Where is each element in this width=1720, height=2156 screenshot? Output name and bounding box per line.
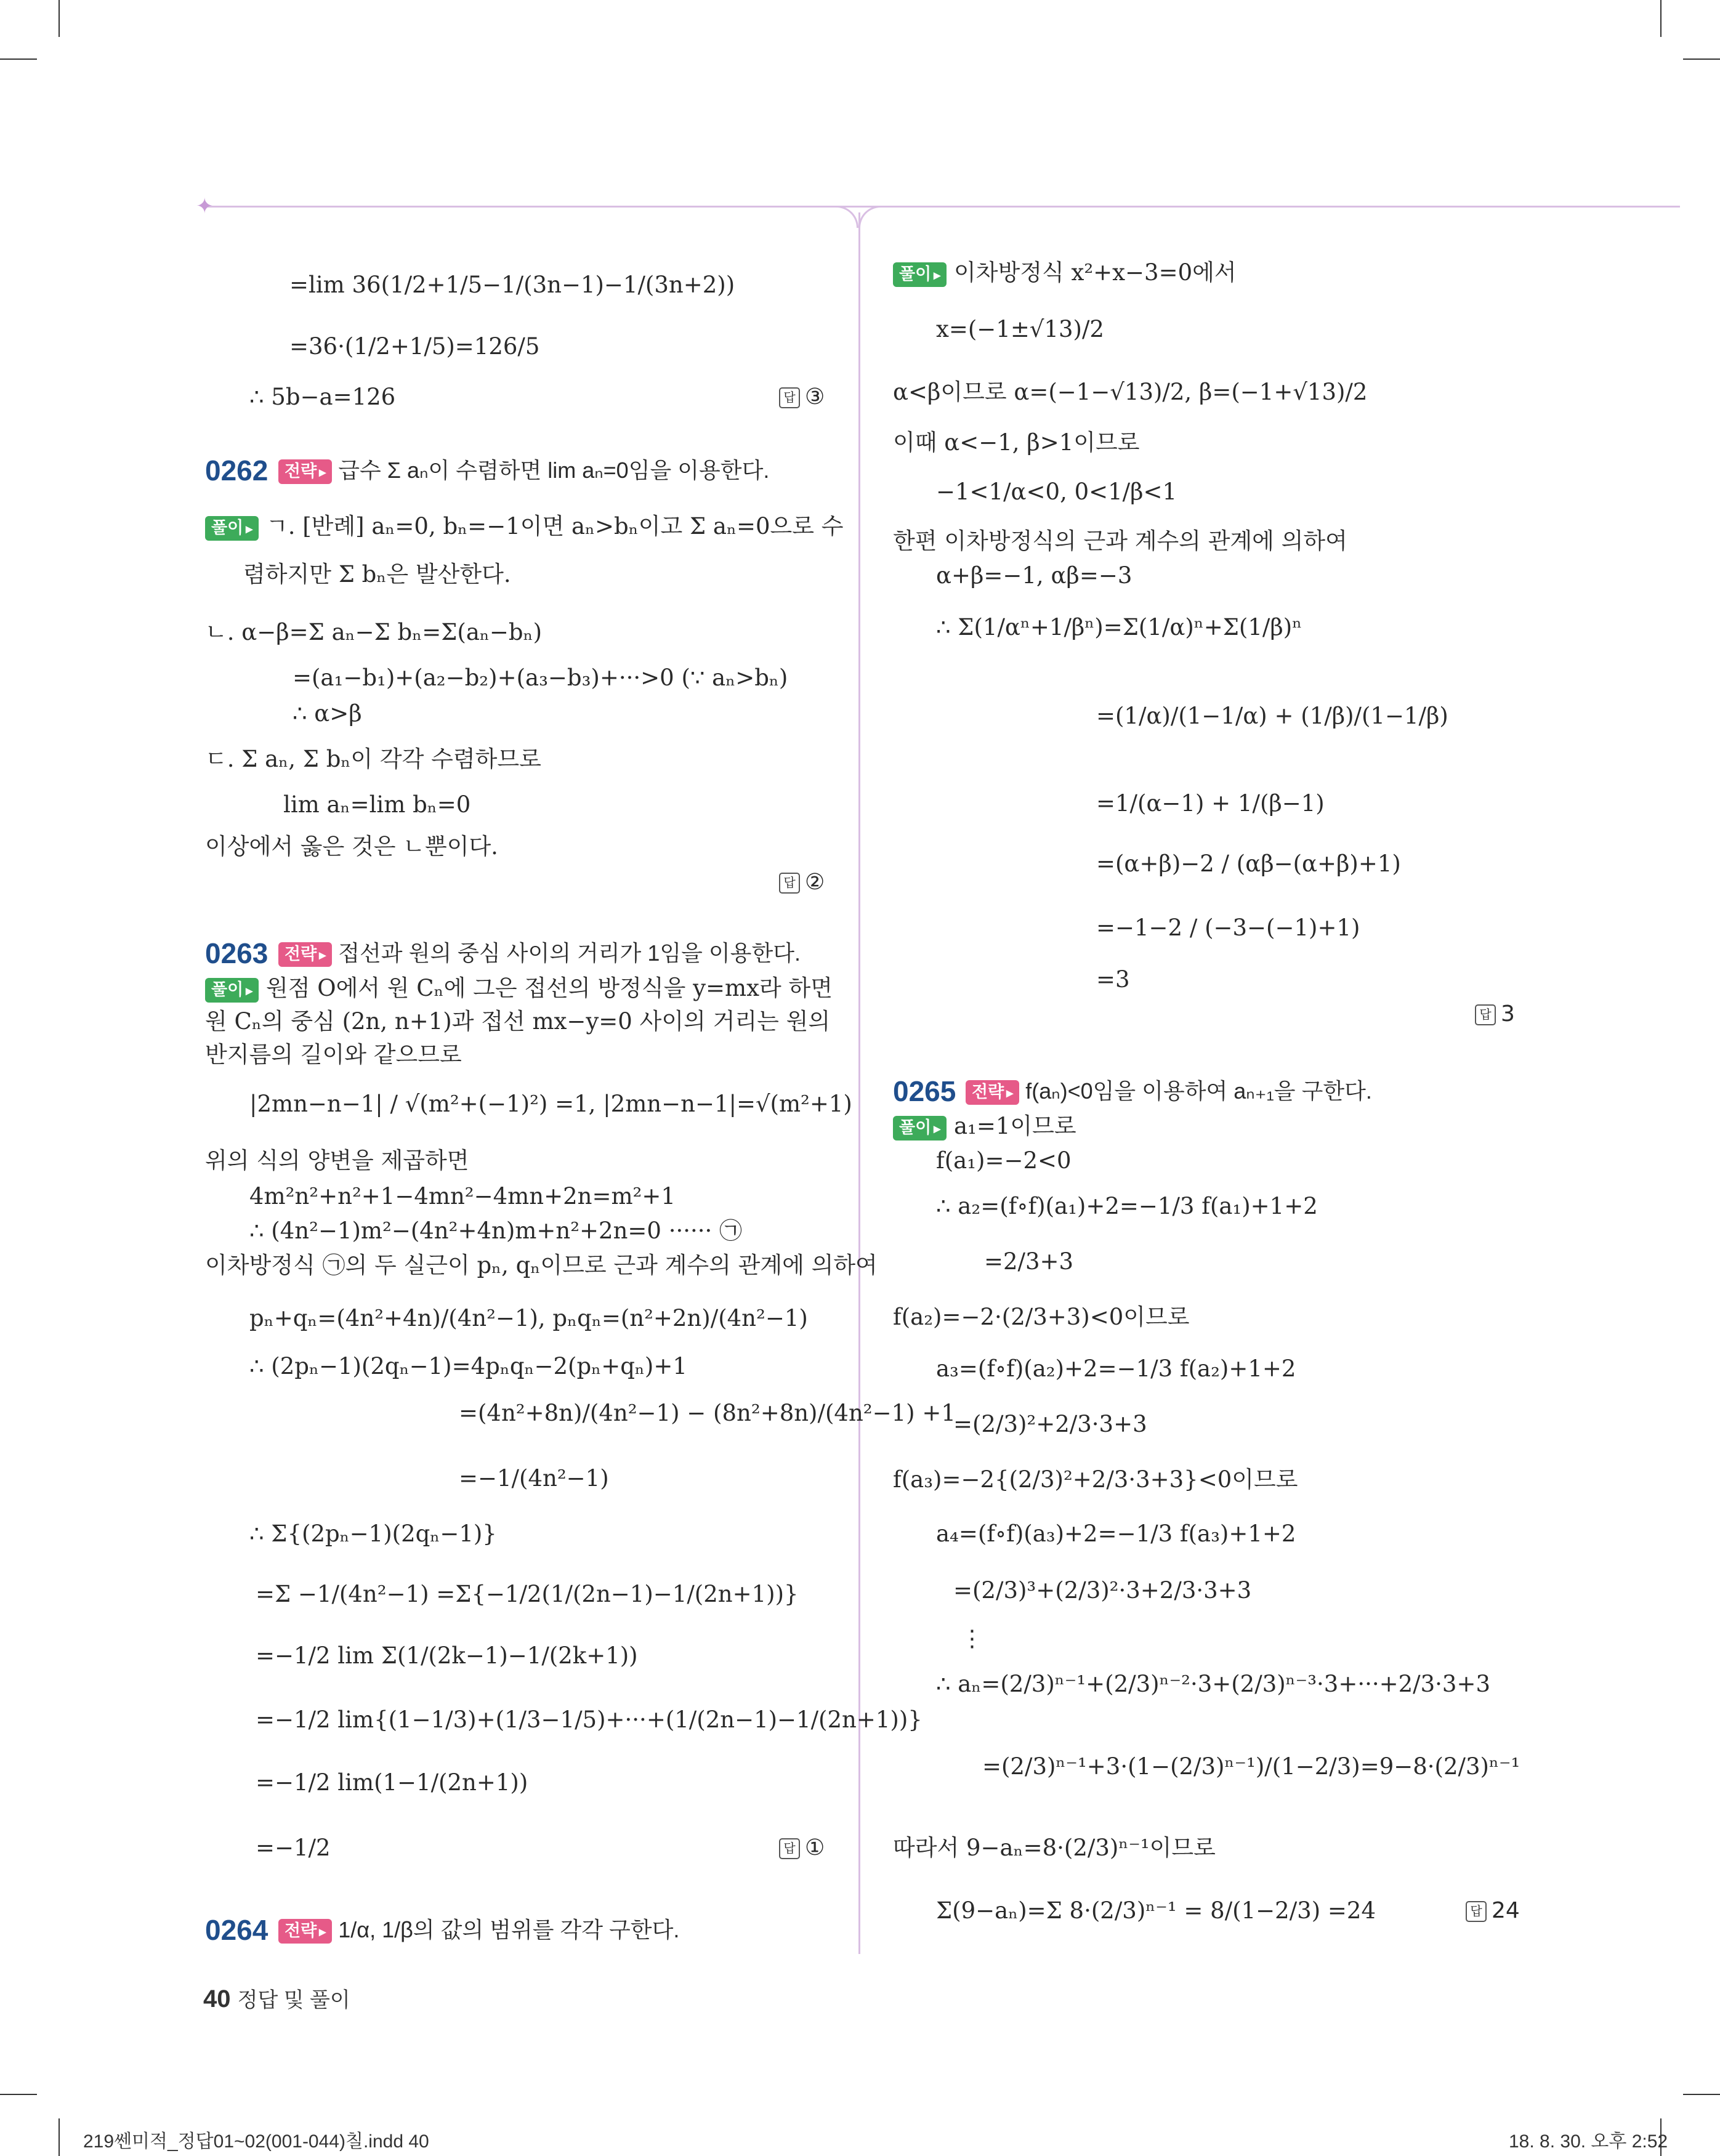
solution-line: ∴ (2pₙ−1)(2qₙ−1)=4pₙqₙ−2(pₙ+qₙ)+1 [249, 1353, 687, 1379]
strategy-hint: 전략 ▸ 1/α, 1/β의 값의 범위를 각각 구한다. [278, 1914, 679, 1946]
strategy-hint: 전략 ▸ 접선과 원의 중심 사이의 거리가 1임을 이용한다. [278, 937, 801, 969]
solution-line: ∴ aₙ=(2/3)ⁿ⁻¹+(2/3)ⁿ⁻²·3+(2/3)ⁿ⁻³·3+···+2/3·3+3 [936, 1671, 1491, 1697]
solution-tag: 풀이 ▸ [893, 262, 947, 287]
solution-line: α<β이므로 α=(−1−√13)/2, β=(−1+√13)/2 [893, 379, 1368, 405]
crop-mark [0, 59, 37, 60]
star-icon: ✦ [196, 194, 214, 219]
divider-curve [833, 206, 858, 228]
strategy-tag: 전략 ▸ [966, 1080, 1019, 1105]
solution-line: f(a₂)=−2·(2/3+3)<0이므로 [893, 1304, 1190, 1330]
crop-mark [59, 0, 60, 37]
strategy-tag: 전략 ▸ [278, 942, 332, 967]
question-number: 0264 [205, 1914, 268, 1946]
solution-line: lim aₙ=lim bₙ=0 [283, 791, 471, 818]
solution-line: ∴ α>β [293, 700, 362, 727]
solution-line: a₄=(f∘f)(a₃)+2=−1/3 f(a₃)+1+2 [936, 1520, 1296, 1547]
solution-line: α+β=−1, αβ=−3 [936, 562, 1133, 589]
solution-line: x=(−1±√13)/2 [936, 316, 1104, 342]
footer-file: 219쎈미적_정답01~02(001-044)칠.indd 40 [83, 2131, 429, 2152]
solution-line: ㄴ. α−β=Σ aₙ−Σ bₙ=Σ(aₙ−bₙ) [205, 619, 543, 645]
solution-line: Σ(9−aₙ)=Σ 8·(2/3)ⁿ⁻¹ = 8/(1−2/3) =24 [936, 1897, 1376, 1924]
solution-line: 반지름의 길이와 같으므로 [205, 1041, 462, 1068]
page-footer [203, 1983, 350, 2013]
solution-line: 풀이 ▸ 이차방정식 x²+x−3=0에서 [893, 259, 1237, 287]
solution-line: ⋮ [961, 1625, 983, 1652]
solution-line: =−1−2 / (−3−(−1)+1) [1096, 914, 1360, 941]
footer-time: 18. 8. 30. 오후 2:52 [1509, 2131, 1668, 2152]
solution-line: =−1/2 [256, 1835, 331, 1861]
solution-line: 풀이 ▸ 원점 O에서 원 Cₙ에 그은 접선의 방정식을 y=mx라 하면 [205, 974, 833, 1003]
answer-icon: 답 [779, 1838, 800, 1859]
answer-mark: 답 24 [1466, 1897, 1520, 1925]
solution-line: =−1/2 lim Σ(1/(2k−1)−1/(2k+1)) [256, 1642, 638, 1669]
solution-line: f(a₃)=−2{(2/3)²+2/3·3+3}<0이므로 [893, 1466, 1298, 1493]
crop-mark [0, 2094, 37, 2095]
solution-line: ㄷ. Σ aₙ, Σ bₙ이 각각 수렴하므로 [205, 746, 541, 772]
solution-tag: 풀이 ▸ [205, 516, 259, 541]
solution-line: =(1/α)/(1−1/α) + (1/β)/(1−1/β) [1096, 703, 1448, 729]
solution-line: 위의 식의 양변을 제곱하면 [205, 1147, 469, 1174]
solution-line: =2/3+3 [984, 1248, 1074, 1275]
answer-mark: 답 ③ [779, 383, 825, 411]
crop-mark [1683, 2094, 1720, 2095]
math-line: ∴ 5b−a=126 [249, 384, 396, 410]
math-line: =36·(1/2+1/5)=126/5 [289, 333, 540, 360]
solution-line: 이상에서 옳은 것은 ㄴ뿐이다. [205, 833, 498, 860]
header-rule [202, 206, 1680, 208]
solution-line: =1/(α−1) + 1/(β−1) [1096, 790, 1325, 817]
solution-line: =(2/3)³+(2/3)²·3+2/3·3+3 [953, 1577, 1252, 1604]
footer-label: 정답 및 풀이 [237, 1988, 350, 2012]
answer-mark: 답 3 [1475, 1000, 1515, 1028]
solution-line: 4m²n²+n²+1−4mn²−4mn+2n=m²+1 [249, 1183, 676, 1209]
solution-tag: 풀이 ▸ [893, 1116, 947, 1141]
solution-line: =−1/(4n²−1) [459, 1465, 609, 1492]
strategy-hint: 전략 ▸ 급수 Σ aₙ이 수렴하면 lim aₙ=0임을 이용한다. [278, 454, 769, 487]
solution-line: 원 Cₙ의 중심 (2n, n+1)과 접선 mx−y=0 사이의 거리는 원의 [205, 1008, 831, 1035]
page-number: 40 [203, 1985, 231, 2013]
solution-line: pₙ+qₙ=(4n²+4n)/(4n²−1), pₙqₙ=(n²+2n)/(4n²−1) [249, 1305, 808, 1331]
question-number: 0263 [205, 937, 268, 969]
solution-line: 풀이 ▸ ㄱ. [반례] aₙ=0, bₙ=−1이면 aₙ>bₙ이고 Σ aₙ=0으로 수 [205, 512, 844, 541]
solution-line: =(α+β)−2 / (αβ−(α+β)+1) [1096, 850, 1401, 877]
answer-icon: 답 [1475, 1004, 1496, 1025]
solution-line: 이차방정식 ㉠의 두 실근이 pₙ, qₙ이므로 근과 계수의 관계에 의하여 [205, 1252, 878, 1278]
solution-line: 풀이 ▸ a₁=1이므로 [893, 1112, 1076, 1141]
math-line: =lim 36(1/2+1/5−1/(3n−1)−1/(3n+2)) [289, 272, 735, 298]
answer-icon: 답 [1466, 1901, 1487, 1922]
solution-tag: 풀이 ▸ [205, 978, 259, 1003]
answer-icon: 답 [779, 387, 800, 408]
solution-line: |2mn−n−1| / √(m²+(−1)²) =1, |2mn−n−1|=√(m²+1) [249, 1091, 852, 1117]
solution-line: =−1/2 lim(1−1/(2n+1)) [256, 1769, 528, 1796]
solution-line: 이때 α<−1, β>1이므로 [893, 429, 1140, 456]
solution-line: ∴ (4n²−1)m²−(4n²+4n)m+n²+2n=0 ······ ㉠ [249, 1217, 743, 1244]
divider-curve [858, 206, 884, 228]
solution-line: =(a₁−b₁)+(a₂−b₂)+(a₃−b₃)+···>0 (∵ aₙ>bₙ) [293, 664, 788, 691]
answer-mark: 답 ① [779, 1834, 825, 1862]
solution-line: =3 [1096, 966, 1130, 993]
solution-line: =Σ −1/(4n²−1) =Σ{−1/2(1/(2n−1)−1/(2n+1))} [256, 1581, 799, 1607]
solution-line: ∴ a₂=(f∘f)(a₁)+2=−1/3 f(a₁)+1+2 [936, 1193, 1318, 1219]
strategy-tag: 전략 ▸ [278, 1919, 332, 1944]
solution-line: a₃=(f∘f)(a₂)+2=−1/3 f(a₂)+1+2 [936, 1355, 1296, 1382]
solution-line: 따라서 9−aₙ=8·(2/3)ⁿ⁻¹이므로 [893, 1835, 1216, 1861]
crop-mark [1683, 59, 1720, 60]
question-number: 0265 [893, 1075, 956, 1107]
crop-mark [1660, 0, 1661, 37]
solution-line: =−1/2 lim{(1−1/3)+(1/3−1/5)+···+(1/(2n−1)−1/(2n+1))} [256, 1706, 923, 1733]
strategy-hint: 전략 ▸ f(aₙ)<0임을 이용하여 aₙ₊₁을 구한다. [966, 1075, 1372, 1107]
solution-line: f(a₁)=−2<0 [936, 1147, 1072, 1174]
solution-line: 렴하지만 Σ bₙ은 발산한다. [243, 561, 511, 587]
solution-line: −1<1/α<0, 0<1/β<1 [936, 478, 1177, 505]
crop-mark [59, 2118, 60, 2156]
column-divider [858, 212, 860, 1954]
solution-line: 한편 이차방정식의 근과 계수의 관계에 의하여 [893, 528, 1347, 554]
solution-line: ∴ Σ(1/αⁿ+1/βⁿ)=Σ(1/α)ⁿ+Σ(1/β)ⁿ [936, 614, 1302, 640]
question-number: 0262 [205, 454, 268, 487]
solution-line: ∴ Σ{(2pₙ−1)(2qₙ−1)} [249, 1520, 497, 1547]
answer-mark: 답 ② [779, 868, 825, 897]
solution-line: =(2/3)ⁿ⁻¹+3·(1−(2/3)ⁿ⁻¹)/(1−2/3)=9−8·(2/3)ⁿ⁻¹ [982, 1753, 1520, 1780]
solution-line: =(4n²+8n)/(4n²−1) − (8n²+8n)/(4n²−1) +1 [459, 1400, 956, 1426]
strategy-tag: 전략 ▸ [278, 459, 332, 484]
solution-line: =(2/3)²+2/3·3+3 [953, 1411, 1147, 1437]
answer-icon: 답 [779, 873, 800, 894]
